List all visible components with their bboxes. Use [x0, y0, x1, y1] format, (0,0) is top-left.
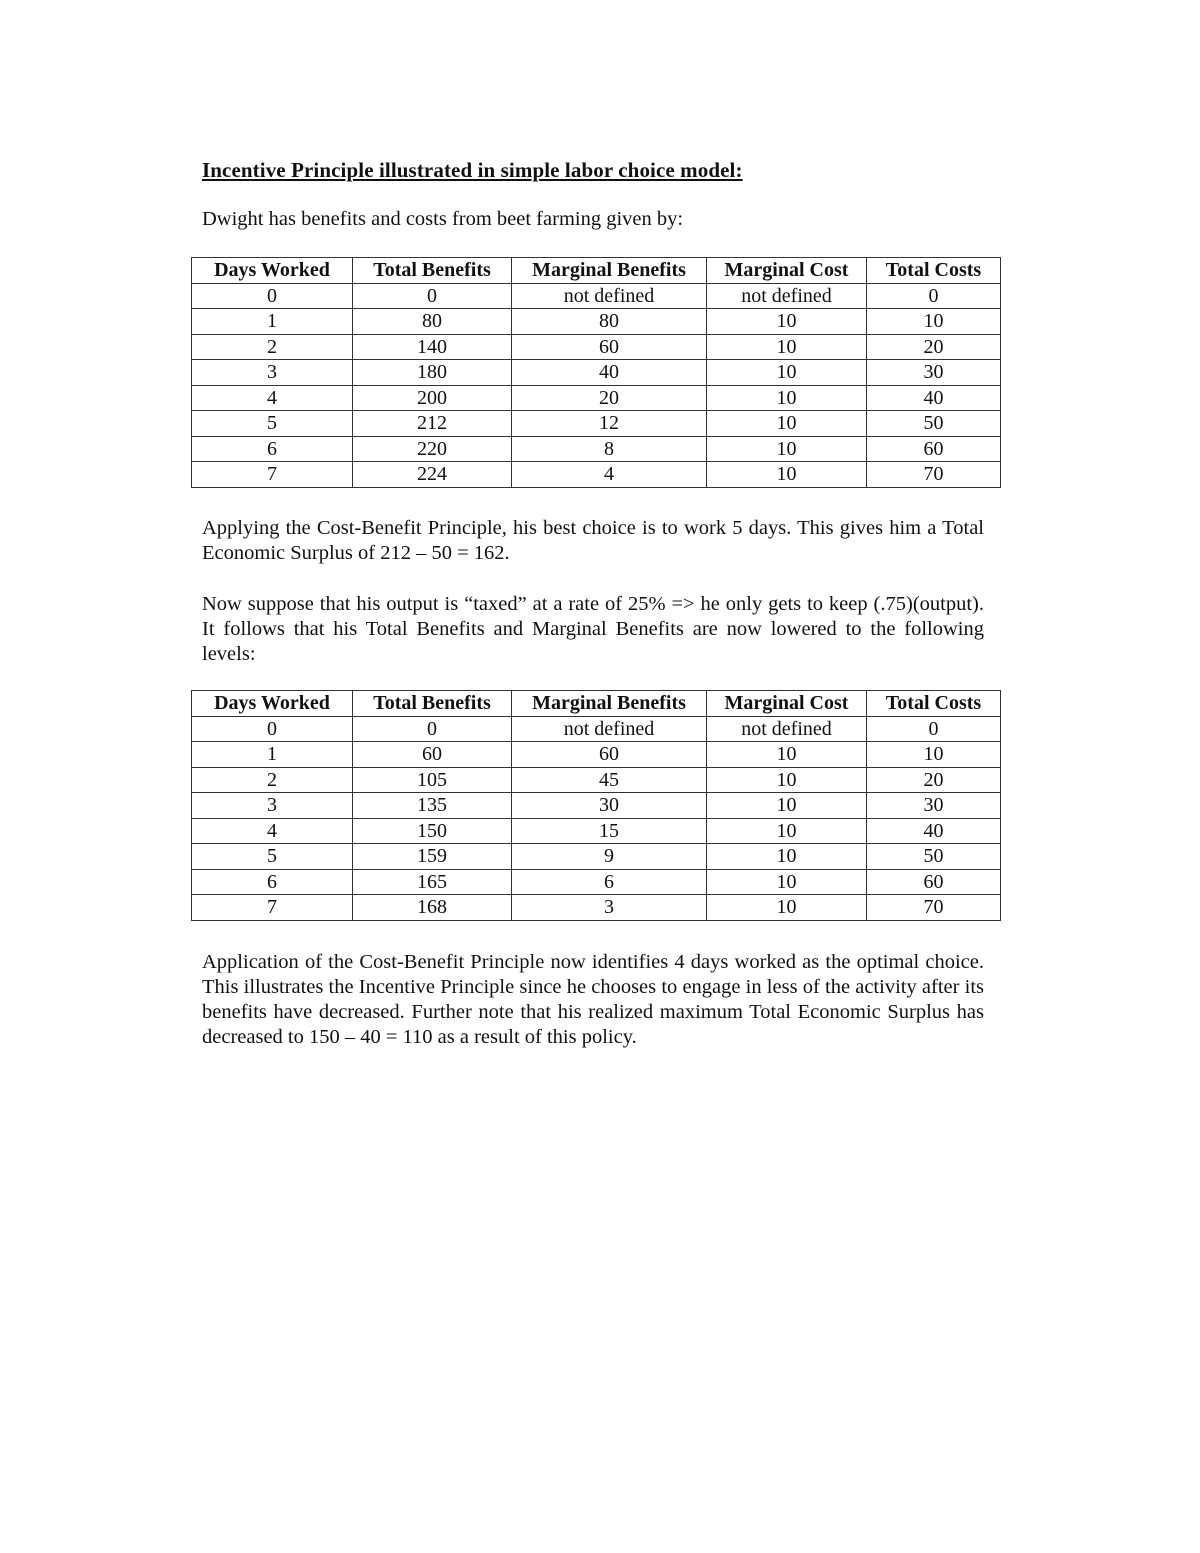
- days-worked-cell: 6: [192, 436, 353, 462]
- marginal-cost-cell: 10: [707, 309, 867, 335]
- marginal-benefits-cell: 80: [512, 309, 707, 335]
- marginal-benefits-cell: 12: [512, 411, 707, 437]
- total-benefits-cell: 0: [353, 283, 512, 309]
- marginal-benefits-cell: 60: [512, 334, 707, 360]
- header-total-costs: Total Costs: [867, 691, 1001, 717]
- marginal-cost-cell: 10: [707, 462, 867, 488]
- total-costs-cell: 50: [867, 844, 1001, 870]
- total-costs-cell: 60: [867, 869, 1001, 895]
- total-benefits-cell: 60: [353, 742, 512, 768]
- days-worked-cell: 5: [192, 411, 353, 437]
- marginal-cost-cell: 10: [707, 767, 867, 793]
- days-worked-cell: 3: [192, 360, 353, 386]
- table-body: [192, 283, 1001, 487]
- total-costs-cell: 40: [867, 385, 1001, 411]
- table-row: [192, 309, 1001, 335]
- document-title: [202, 158, 743, 183]
- taxed-benefits-costs-table: [191, 690, 1001, 921]
- marginal-benefits-cell: 40: [512, 360, 707, 386]
- marginal-cost-cell: 10: [707, 895, 867, 921]
- table-header-row: [192, 691, 1001, 717]
- marginal-benefits-cell: 6: [512, 869, 707, 895]
- header-total-benefits: Total Benefits: [353, 258, 512, 284]
- header-marginal-cost: Marginal Cost: [707, 258, 867, 284]
- marginal-cost-cell: 10: [707, 436, 867, 462]
- days-worked-cell: 6: [192, 869, 353, 895]
- marginal-cost-cell: 10: [707, 793, 867, 819]
- marginal-benefits-cell: not defined: [512, 716, 707, 742]
- cost-benefit-paragraph: Applying the Cost-Benefit Principle, his best choice is to work 5 days. This gives him a Total Economic Surplus of 212 – 50 = 162.: [202, 517, 984, 564]
- marginal-benefits-cell: 45: [512, 767, 707, 793]
- table-row: [192, 844, 1001, 870]
- marginal-cost-cell: 10: [707, 742, 867, 768]
- days-worked-cell: 1: [192, 742, 353, 768]
- table-row: [192, 895, 1001, 921]
- total-costs-cell: 30: [867, 793, 1001, 819]
- marginal-cost-cell: 10: [707, 385, 867, 411]
- days-worked-cell: 3: [192, 793, 353, 819]
- header-days-worked: Days Worked: [192, 691, 353, 717]
- days-worked-cell: 1: [192, 309, 353, 335]
- days-worked-cell: 0: [192, 716, 353, 742]
- header-marginal-benefits: Marginal Benefits: [512, 691, 707, 717]
- marginal-cost-cell: not defined: [707, 283, 867, 309]
- total-costs-cell: 70: [867, 895, 1001, 921]
- marginal-cost-cell: 10: [707, 334, 867, 360]
- table-row: [192, 742, 1001, 768]
- table-row: [192, 385, 1001, 411]
- total-costs-cell: 10: [867, 742, 1001, 768]
- title-text: Incentive Principle illustrated in simple labor choice model: [202, 158, 736, 182]
- header-marginal-benefits: Marginal Benefits: [512, 258, 707, 284]
- total-benefits-cell: 200: [353, 385, 512, 411]
- marginal-cost-cell: not defined: [707, 716, 867, 742]
- total-costs-cell: 0: [867, 283, 1001, 309]
- total-benefits-cell: 224: [353, 462, 512, 488]
- total-costs-cell: 40: [867, 818, 1001, 844]
- days-worked-cell: 5: [192, 844, 353, 870]
- table-row: [192, 767, 1001, 793]
- marginal-cost-cell: 10: [707, 411, 867, 437]
- total-costs-cell: 30: [867, 360, 1001, 386]
- total-benefits-cell: 165: [353, 869, 512, 895]
- total-benefits-cell: 180: [353, 360, 512, 386]
- marginal-benefits-cell: 8: [512, 436, 707, 462]
- table-row: [192, 334, 1001, 360]
- days-worked-cell: 0: [192, 283, 353, 309]
- marginal-benefits-cell: 30: [512, 793, 707, 819]
- table-row: [192, 818, 1001, 844]
- table-row: [192, 283, 1001, 309]
- table-row: [192, 360, 1001, 386]
- marginal-benefits-cell: 20: [512, 385, 707, 411]
- header-total-benefits: Total Benefits: [353, 691, 512, 717]
- total-benefits-cell: 159: [353, 844, 512, 870]
- table-row: [192, 716, 1001, 742]
- total-benefits-cell: 140: [353, 334, 512, 360]
- total-costs-cell: 0: [867, 716, 1001, 742]
- marginal-benefits-cell: not defined: [512, 283, 707, 309]
- header-days-worked: Days Worked: [192, 258, 353, 284]
- conclusion-paragraph: Application of the Cost-Benefit Principle now identifies 4 days worked as the optimal choice. This illustrates the Incentive Principle since he chooses to engage in less of the activity after its benefits have decreased. Further note that his realized maximum Total Economic Surplus has decreased to 150 – 40 = 110 as a result of this policy.: [202, 951, 984, 1048]
- tax-paragraph: Now suppose that his output is “taxed” at a rate of 25% => he only gets to keep (.75)(output). It follows that his Total Benefits and Marginal Benefits are now lowered to the following levels:: [202, 593, 984, 665]
- days-worked-cell: 4: [192, 818, 353, 844]
- table-row: [192, 869, 1001, 895]
- table-body: [192, 716, 1001, 920]
- total-benefits-cell: 105: [353, 767, 512, 793]
- days-worked-cell: 7: [192, 462, 353, 488]
- marginal-cost-cell: 10: [707, 844, 867, 870]
- total-benefits-cell: 212: [353, 411, 512, 437]
- total-costs-cell: 50: [867, 411, 1001, 437]
- days-worked-cell: 4: [192, 385, 353, 411]
- marginal-benefits-cell: 60: [512, 742, 707, 768]
- total-costs-cell: 60: [867, 436, 1001, 462]
- table-row: [192, 411, 1001, 437]
- table-row: [192, 436, 1001, 462]
- total-costs-cell: 10: [867, 309, 1001, 335]
- total-benefits-cell: 220: [353, 436, 512, 462]
- intro-paragraph: Dwight has benefits and costs from beet farming given by:: [202, 208, 684, 230]
- days-worked-cell: 2: [192, 767, 353, 793]
- total-costs-cell: 70: [867, 462, 1001, 488]
- marginal-benefits-cell: 4: [512, 462, 707, 488]
- marginal-cost-cell: 10: [707, 360, 867, 386]
- total-costs-cell: 20: [867, 334, 1001, 360]
- total-benefits-cell: 168: [353, 895, 512, 921]
- header-marginal-cost: Marginal Cost: [707, 691, 867, 717]
- total-benefits-cell: 0: [353, 716, 512, 742]
- table-row: [192, 793, 1001, 819]
- table-header-row: [192, 258, 1001, 284]
- marginal-cost-cell: 10: [707, 818, 867, 844]
- table-row: [192, 462, 1001, 488]
- total-benefits-cell: 150: [353, 818, 512, 844]
- marginal-benefits-cell: 15: [512, 818, 707, 844]
- total-benefits-cell: 135: [353, 793, 512, 819]
- days-worked-cell: 7: [192, 895, 353, 921]
- title-colon: :: [735, 158, 743, 182]
- days-worked-cell: 2: [192, 334, 353, 360]
- marginal-benefits-cell: 9: [512, 844, 707, 870]
- header-total-costs: Total Costs: [867, 258, 1001, 284]
- total-costs-cell: 20: [867, 767, 1001, 793]
- marginal-cost-cell: 10: [707, 869, 867, 895]
- benefits-costs-table: [191, 257, 1001, 488]
- total-benefits-cell: 80: [353, 309, 512, 335]
- marginal-benefits-cell: 3: [512, 895, 707, 921]
